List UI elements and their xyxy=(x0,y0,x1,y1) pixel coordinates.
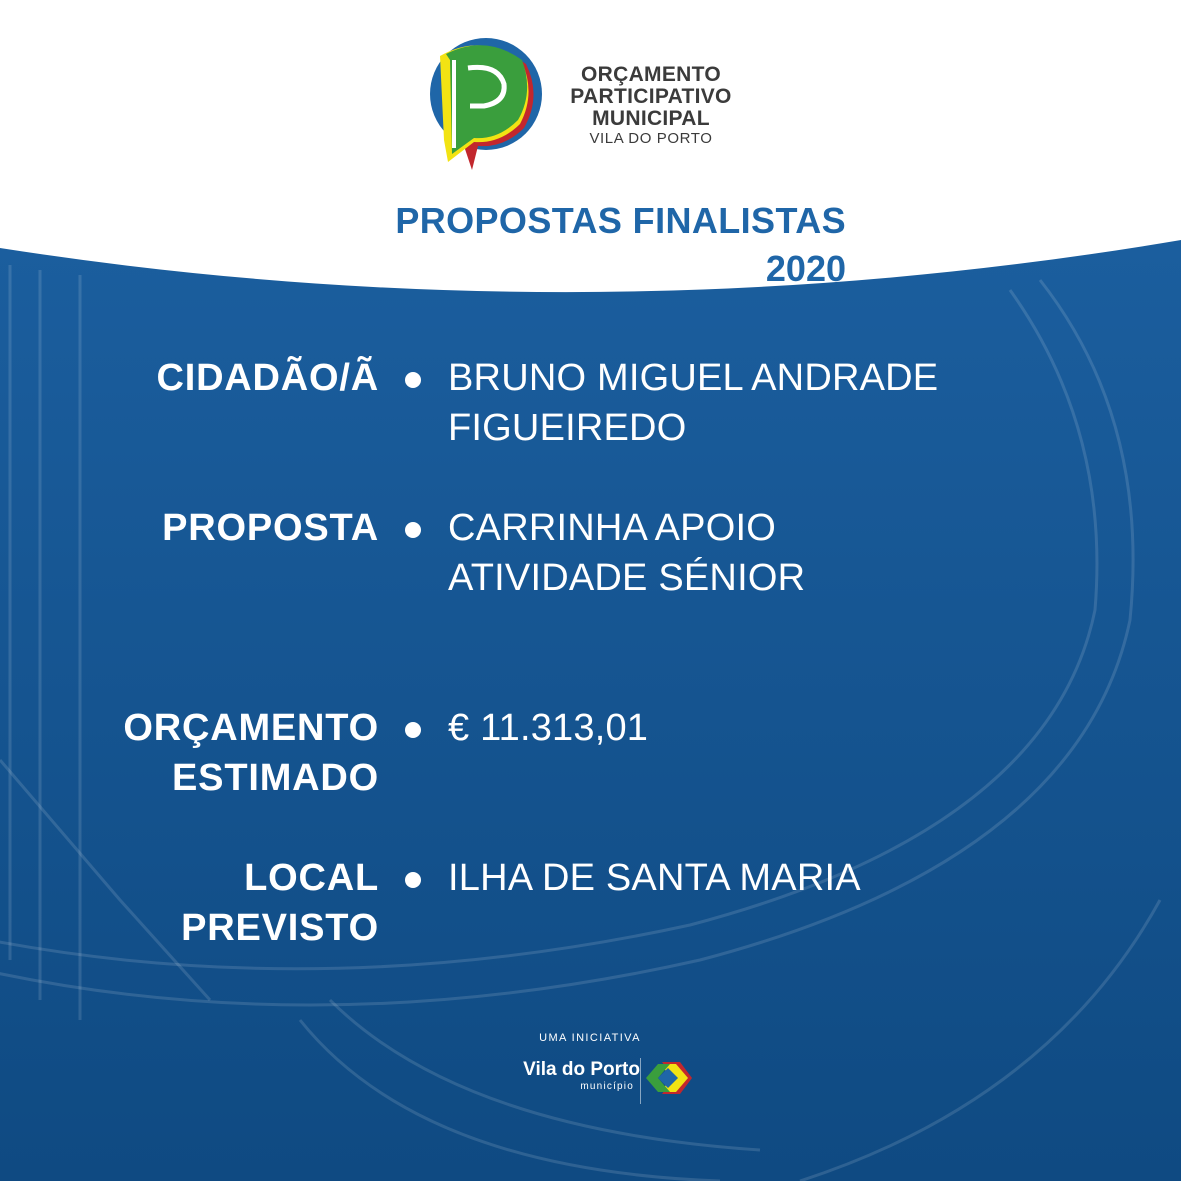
footer-brand-name: Vila do Porto xyxy=(523,1059,640,1080)
footer-kicker: UMA INICIATIVA xyxy=(539,1032,641,1044)
citizen-value-line-1: BRUNO MIGUEL ANDRADE xyxy=(448,357,939,399)
logo-line-3: MUNICIPAL xyxy=(592,107,710,130)
location-label-line-1: LOCAL xyxy=(244,857,379,899)
orcamento-participativo-logo-icon xyxy=(424,36,544,174)
citizen-value-line-2: FIGUEIREDO xyxy=(448,407,687,449)
footer-brand xyxy=(480,1058,640,1092)
budget-value-line: € 11.313,01 xyxy=(448,707,649,749)
page-heading xyxy=(395,198,846,294)
heading-year: 2020 xyxy=(765,248,846,289)
bullet-icon xyxy=(405,872,421,888)
citizen-label-line: CIDADÃO/Ã xyxy=(156,357,379,399)
budget-label-line-2: ESTIMADO xyxy=(172,757,379,799)
location-label-line-2: PREVISTO xyxy=(181,907,379,949)
bullet-icon xyxy=(405,372,421,388)
heading-title: PROPOSTAS FINALISTAS xyxy=(395,200,846,241)
proposal-value-line-2: ATIVIDADE SÉNIOR xyxy=(448,557,806,599)
citizen-value xyxy=(448,353,938,453)
logo-line-1: ORÇAMENTO xyxy=(581,63,721,86)
municipality-logo-icon xyxy=(644,1058,696,1100)
location-label xyxy=(181,853,379,953)
budget-value xyxy=(448,703,648,753)
budget-label xyxy=(123,703,379,803)
location-value xyxy=(448,853,861,903)
citizen-label xyxy=(156,353,379,403)
proposal-label-line: PROPOSTA xyxy=(162,507,379,549)
logo-line-4: VILA DO PORTO xyxy=(589,130,713,147)
proposal-label xyxy=(162,503,379,553)
bullet-icon xyxy=(405,522,421,538)
program-logo-text xyxy=(536,64,766,148)
footer-divider xyxy=(640,1058,641,1104)
location-value-line: ILHA DE SANTA MARIA xyxy=(448,857,861,899)
budget-label-line-1: ORÇAMENTO xyxy=(123,707,379,749)
bullet-icon xyxy=(405,722,421,738)
logo-line-2: PARTICIPATIVO xyxy=(570,85,732,108)
footer-brand-sub: município xyxy=(580,1081,634,1092)
proposal-value-line-1: CARRINHA APOIO xyxy=(448,507,776,549)
proposal-value xyxy=(448,503,805,603)
